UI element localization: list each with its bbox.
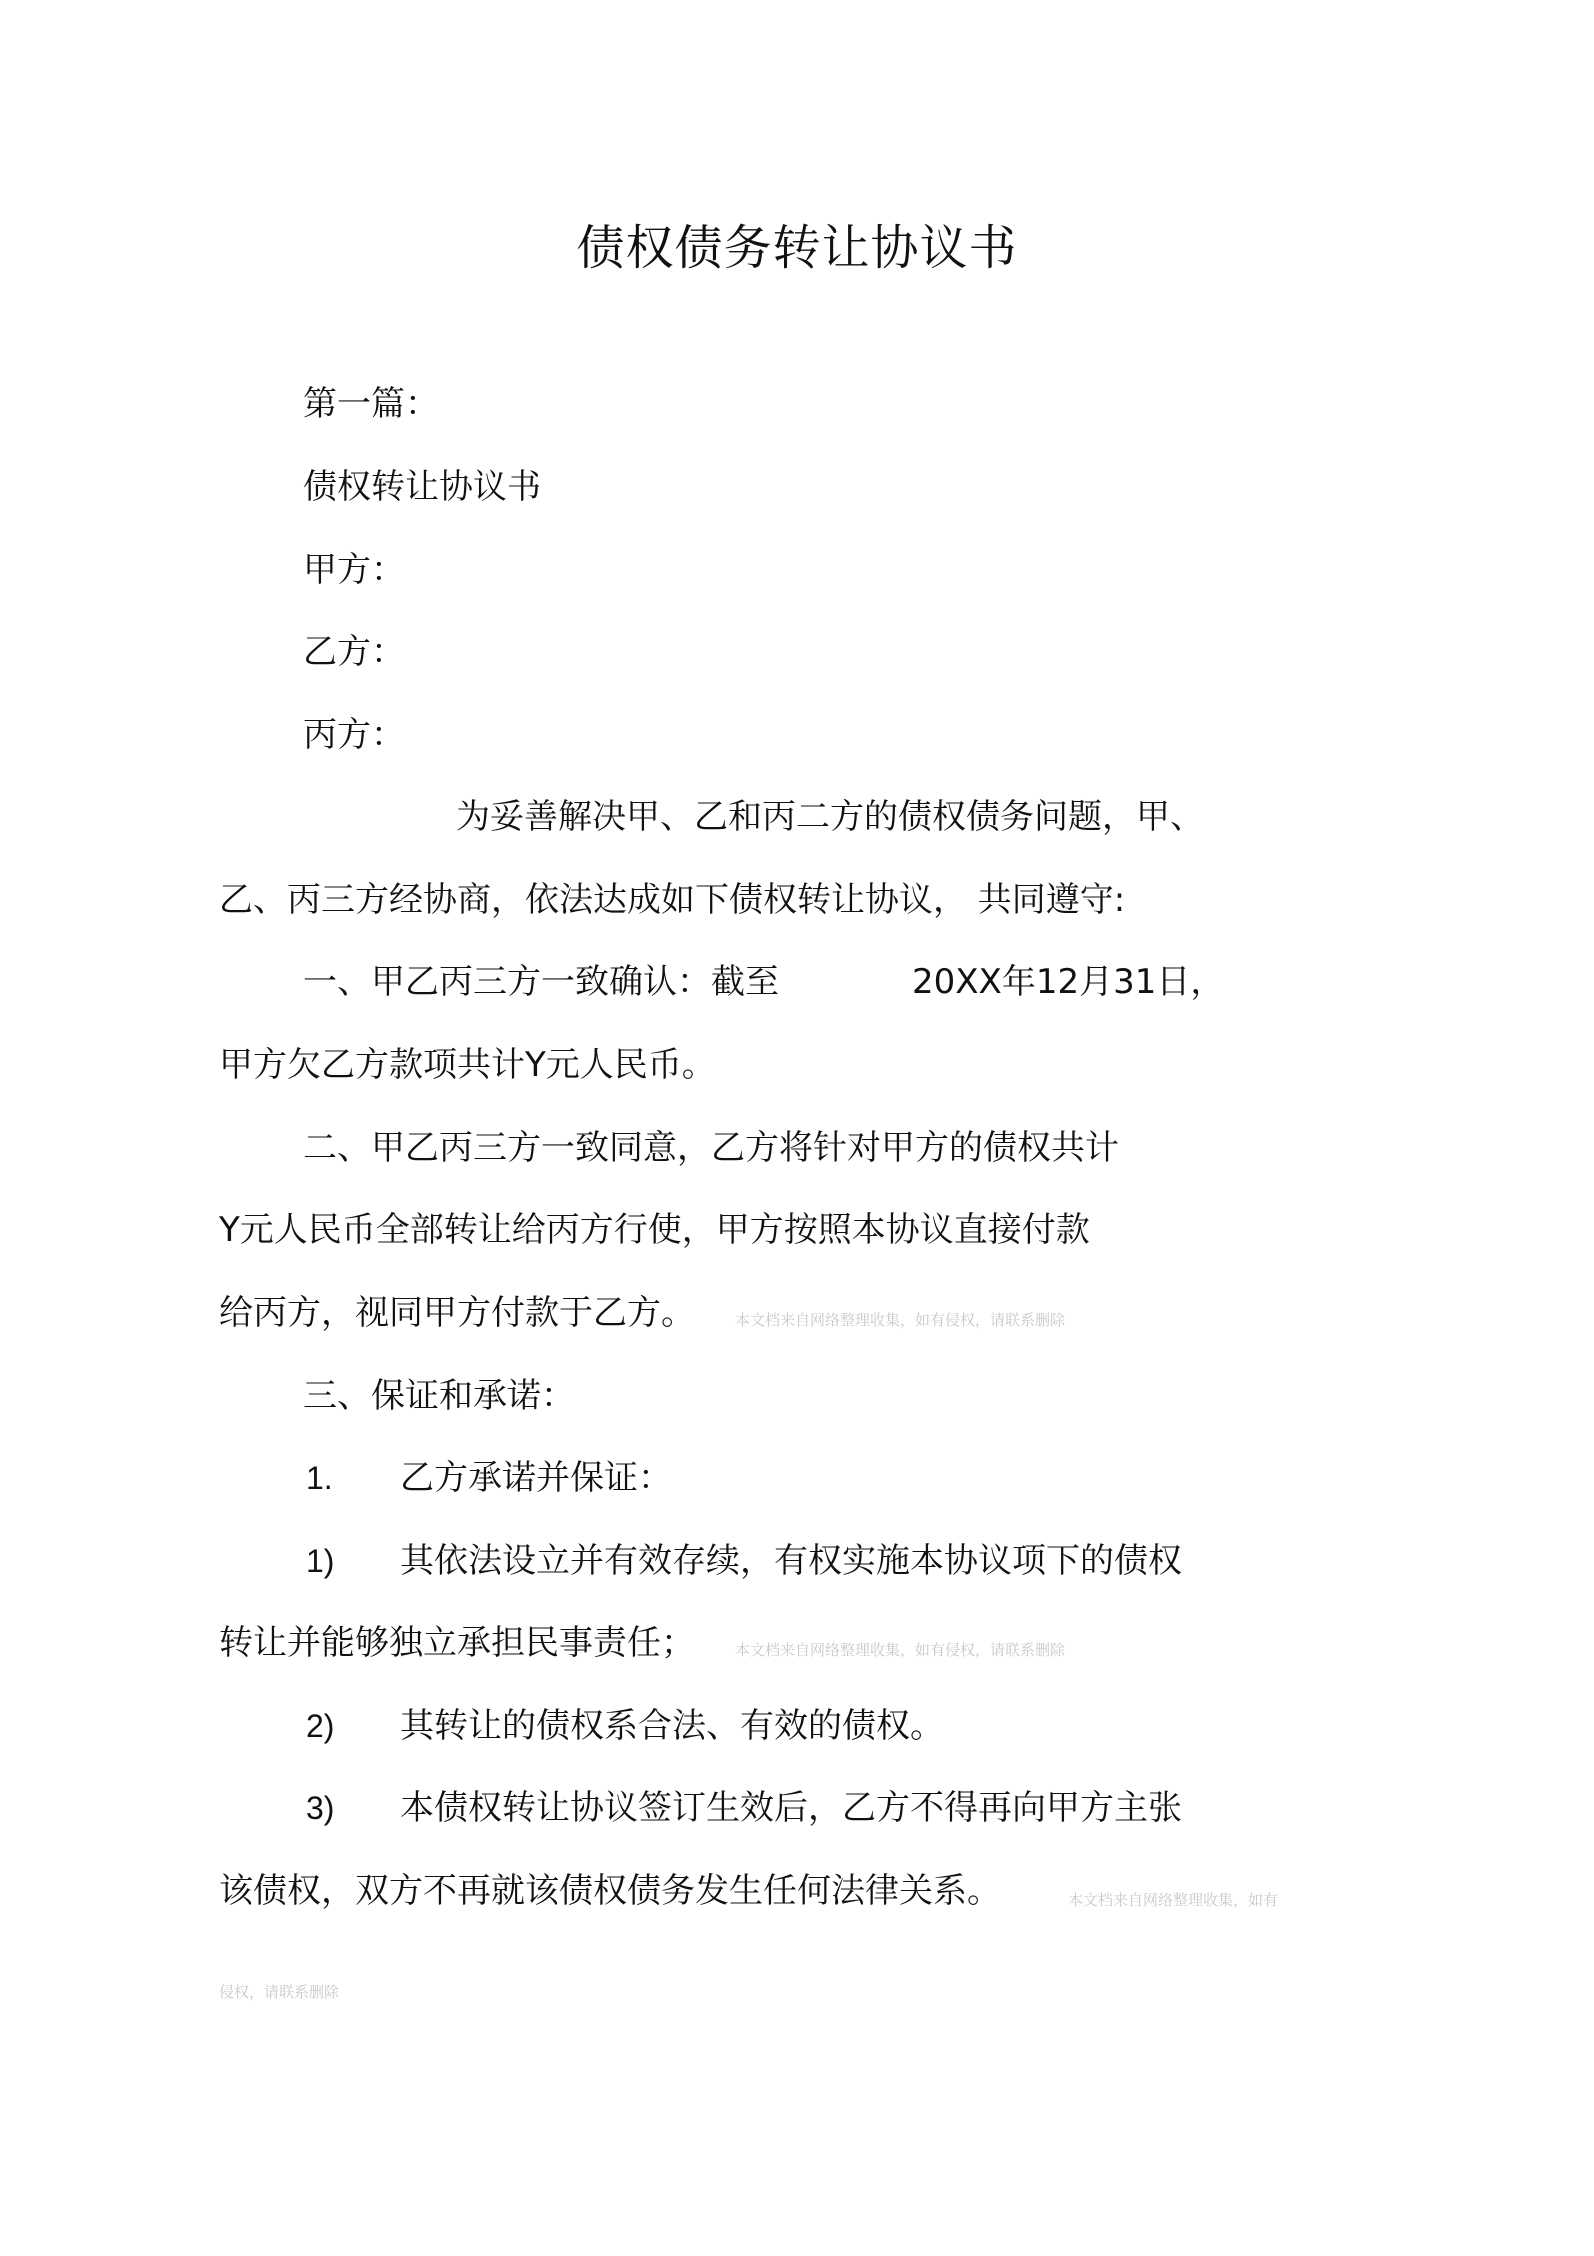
sub-item-2-text: 其转让的债权系合法、有效的债权。 — [400, 1706, 944, 1746]
party-a-label: 甲方： — [303, 550, 405, 590]
item-1-text: 乙方承诺并保证： — [400, 1458, 672, 1498]
item-1-number: 1. — [306, 1460, 333, 1496]
clause-2-line-2: Y元人民币全部转让给丙方行使，甲方按照本协议直接付款 — [219, 1210, 1090, 1250]
sub-item-3-line-2: 该债权，双方不再就该债权债务发生任何法律关系。 — [219, 1871, 1001, 1911]
watermark-text: 本文档来自网络整理收集，如有侵权，请联系删除 — [735, 1311, 1066, 1329]
sub-item-1-number: 1) — [306, 1543, 335, 1579]
sub-item-1-line-2: 转让并能够独立承担民事责任； — [219, 1623, 695, 1663]
party-b-label: 乙方： — [303, 632, 405, 672]
intro-paragraph-line-2: 乙、丙三方经协商，依法达成如下债权转让协议， 共同遵守: — [219, 880, 1126, 920]
section-heading: 第一篇： — [303, 384, 439, 424]
document-title: 债权债务转让协议书 — [576, 220, 1018, 276]
clause-1-line-1: 一、甲乙丙三方一致确认：截至 — [303, 962, 779, 1002]
party-c-label: 丙方： — [303, 715, 405, 755]
watermark-text: 本文档来自网络整理收集，如有侵权，请联系删除 — [735, 1641, 1066, 1659]
clause-1-date: 20XX年12月31日， — [912, 962, 1225, 1002]
watermark-text: 本文档来自网络整理收集，如有 — [1068, 1891, 1279, 1909]
sub-item-1-line-1: 其依法设立并有效存续，有权实施本协议项下的债权 — [400, 1541, 1182, 1581]
sub-item-2-number: 2) — [306, 1708, 335, 1744]
sub-item-3-number: 3) — [306, 1790, 335, 1826]
intro-paragraph-line-1: 为妥善解决甲、乙和丙二方的债权债务问题，甲、 — [456, 797, 1204, 837]
clause-2-line-1: 二、甲乙丙三方一致同意，乙方将针对甲方的债权共计 — [303, 1128, 1119, 1168]
clause-3-heading: 三、保证和承诺： — [303, 1376, 575, 1416]
clause-1-line-2: 甲方欠乙方款项共计Y元人民币。 — [219, 1045, 716, 1085]
agreement-subtitle: 债权转让协议书 — [303, 467, 541, 507]
watermark-text: 侵权，请联系删除 — [219, 1983, 340, 2001]
clause-2-line-3: 给丙方，视同甲方付款于乙方。 — [219, 1293, 695, 1333]
sub-item-3-line-1: 本债权转让协议签订生效后，乙方不得再向甲方主张 — [400, 1788, 1182, 1828]
